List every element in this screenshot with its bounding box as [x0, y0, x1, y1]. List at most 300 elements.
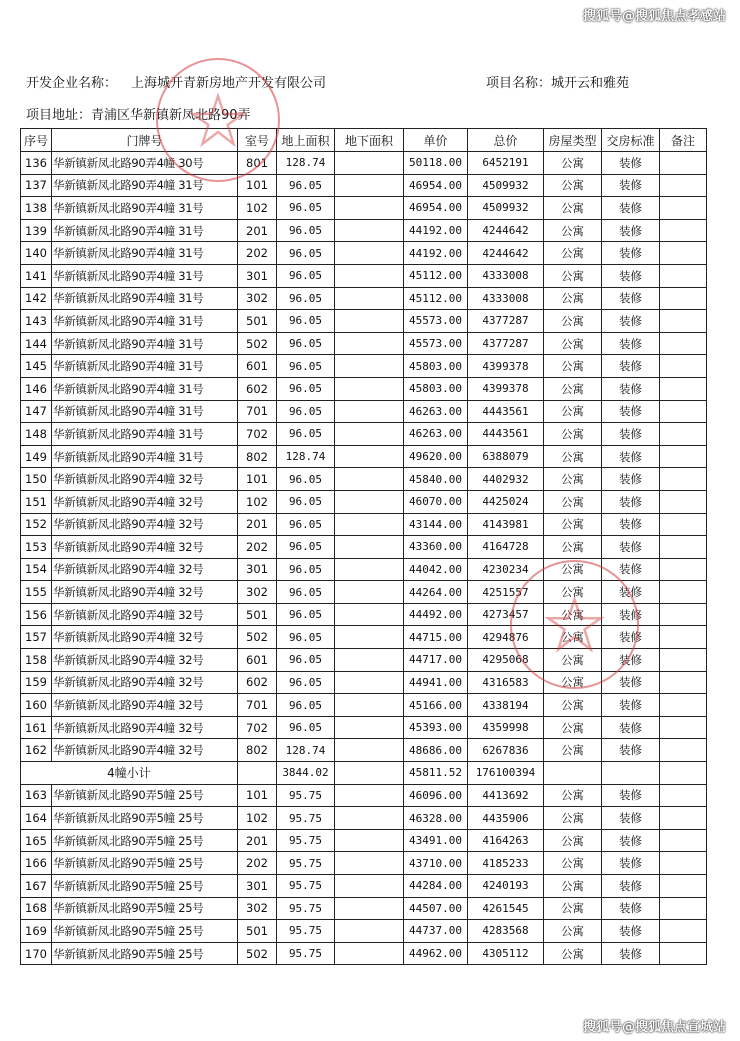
remarks-cell: [660, 400, 707, 423]
property-type-cell: 公寓: [544, 287, 602, 310]
property-type-cell: 公寓: [544, 807, 602, 830]
unit-address-cell: 华新镇新凤北路90弄5幢 25号: [52, 942, 238, 965]
total-price-cell: 6452191: [468, 152, 544, 175]
address-line: [26, 104, 251, 123]
property-type-cell: 公寓: [544, 513, 602, 536]
delivery-standard-cell: 装修: [602, 942, 660, 965]
developer-line: [26, 72, 326, 91]
unit-price-cell: 45840.00: [404, 468, 468, 491]
above-ground-area-cell: 95.75: [277, 852, 335, 875]
table-row: [21, 310, 707, 333]
property-type-cell: 公寓: [544, 355, 602, 378]
delivery-standard-cell: 装修: [602, 536, 660, 559]
property-type-cell: 公寓: [544, 310, 602, 333]
room-number-cell: 501: [238, 310, 277, 333]
delivery-standard-cell: 装修: [602, 197, 660, 220]
above-ground-area-cell: 96.05: [277, 716, 335, 739]
subtotal-empty: [602, 762, 660, 785]
above-ground-area-cell: 96.05: [277, 694, 335, 717]
unit-address-cell: 华新镇新凤北路90弄4幢 31号: [52, 197, 238, 220]
unit-address-cell: 华新镇新凤北路90弄4幢 31号: [52, 264, 238, 287]
table-row: [21, 513, 707, 536]
project-label: 项目名称：: [486, 76, 552, 91]
property-type-cell: 公寓: [544, 377, 602, 400]
remarks-cell: [660, 445, 707, 468]
total-price-cell: 4316583: [468, 671, 544, 694]
total-price-cell: 4305112: [468, 942, 544, 965]
row-index-cell: 154: [21, 558, 52, 581]
row-index-cell: 160: [21, 694, 52, 717]
room-number-cell: 501: [238, 603, 277, 626]
property-type-cell: 公寓: [544, 490, 602, 513]
delivery-standard-cell: 装修: [602, 219, 660, 242]
above-ground-area-cell: 96.05: [277, 355, 335, 378]
remarks-cell: [660, 897, 707, 920]
remarks-cell: [660, 332, 707, 355]
unit-address-cell: 华新镇新凤北路90弄4幢 31号: [52, 445, 238, 468]
remarks-cell: [660, 784, 707, 807]
above-ground-area-cell: 96.05: [277, 626, 335, 649]
table-row: [21, 897, 707, 920]
total-price-cell: 4435906: [468, 807, 544, 830]
watermark-bottom: 搜狐号@搜狐焦点宣城站: [582, 1020, 726, 1035]
row-index-cell: 156: [21, 603, 52, 626]
unit-price-cell: 44042.00: [404, 558, 468, 581]
delivery-standard-cell: 装修: [602, 423, 660, 446]
above-ground-area-cell: 128.74: [277, 152, 335, 175]
remarks-cell: [660, 310, 707, 333]
col-header: 室号: [238, 129, 277, 152]
watermark-top: 搜狐号@搜狐焦点孝感站: [582, 9, 726, 24]
property-type-cell: 公寓: [544, 784, 602, 807]
delivery-standard-cell: 装修: [602, 920, 660, 943]
above-ground-area-cell: 95.75: [277, 942, 335, 965]
below-ground-area-cell: [335, 807, 404, 830]
unit-price-cell: 45393.00: [404, 716, 468, 739]
subtotal-label: 4幢小计: [21, 762, 238, 785]
unit-price-cell: 45573.00: [404, 310, 468, 333]
above-ground-area-cell: 96.05: [277, 377, 335, 400]
property-type-cell: 公寓: [544, 716, 602, 739]
room-number-cell: 102: [238, 807, 277, 830]
room-number-cell: 702: [238, 716, 277, 739]
table-row: [21, 829, 707, 852]
table-row: [21, 603, 707, 626]
remarks-cell: [660, 219, 707, 242]
row-index-cell: 146: [21, 377, 52, 400]
table-row: [21, 468, 707, 491]
remarks-cell: [660, 197, 707, 220]
property-type-cell: 公寓: [544, 581, 602, 604]
row-index-cell: 170: [21, 942, 52, 965]
total-price-cell: 4377287: [468, 332, 544, 355]
unit-address-cell: 华新镇新凤北路90弄4幢 31号: [52, 377, 238, 400]
subtotal-avg-price: 45811.52: [404, 762, 468, 785]
total-price-cell: 4143981: [468, 513, 544, 536]
delivery-standard-cell: 装修: [602, 400, 660, 423]
room-number-cell: 301: [238, 264, 277, 287]
below-ground-area-cell: [335, 784, 404, 807]
above-ground-area-cell: 96.05: [277, 581, 335, 604]
total-price-cell: 4230234: [468, 558, 544, 581]
table-header-row: [21, 129, 707, 152]
table-row: [21, 807, 707, 830]
above-ground-area-cell: 96.05: [277, 649, 335, 672]
address-label: 项目地址：: [26, 108, 92, 123]
unit-price-cell: 45573.00: [404, 332, 468, 355]
table-row: [21, 784, 707, 807]
col-header: 门牌号: [52, 129, 238, 152]
total-price-cell: 4425024: [468, 490, 544, 513]
unit-price-cell: 44284.00: [404, 875, 468, 898]
unit-address-cell: 华新镇新凤北路90弄4幢 32号: [52, 649, 238, 672]
remarks-cell: [660, 603, 707, 626]
unit-address-cell: 华新镇新凤北路90弄4幢 31号: [52, 423, 238, 446]
above-ground-area-cell: 96.05: [277, 671, 335, 694]
delivery-standard-cell: 装修: [602, 287, 660, 310]
unit-price-cell: 50118.00: [404, 152, 468, 175]
total-price-cell: 4240193: [468, 875, 544, 898]
below-ground-area-cell: [335, 716, 404, 739]
table-row: [21, 875, 707, 898]
total-price-cell: 4333008: [468, 287, 544, 310]
room-number-cell: 602: [238, 377, 277, 400]
room-number-cell: 602: [238, 671, 277, 694]
unit-address-cell: 华新镇新凤北路90弄4幢 31号: [52, 219, 238, 242]
unit-address-cell: 华新镇新凤北路90弄5幢 25号: [52, 829, 238, 852]
subtotal-empty: [335, 762, 404, 785]
unit-address-cell: 华新镇新凤北路90弄4幢 31号: [52, 400, 238, 423]
below-ground-area-cell: [335, 423, 404, 446]
above-ground-area-cell: 128.74: [277, 739, 335, 762]
property-type-cell: 公寓: [544, 423, 602, 446]
above-ground-area-cell: 96.05: [277, 513, 335, 536]
below-ground-area-cell: [335, 649, 404, 672]
col-header: 交房标准: [602, 129, 660, 152]
table-row: [21, 626, 707, 649]
delivery-standard-cell: 装修: [602, 264, 660, 287]
row-index-cell: 159: [21, 671, 52, 694]
row-index-cell: 167: [21, 875, 52, 898]
delivery-standard-cell: 装修: [602, 875, 660, 898]
below-ground-area-cell: [335, 603, 404, 626]
below-ground-area-cell: [335, 152, 404, 175]
subtotal-empty: [544, 762, 602, 785]
row-index-cell: 144: [21, 332, 52, 355]
unit-address-cell: 华新镇新凤北路90弄4幢 32号: [52, 739, 238, 762]
row-index-cell: 151: [21, 490, 52, 513]
col-header: 单价: [404, 129, 468, 152]
below-ground-area-cell: [335, 400, 404, 423]
delivery-standard-cell: 装修: [602, 694, 660, 717]
property-type-cell: 公寓: [544, 603, 602, 626]
total-price-cell: 4359998: [468, 716, 544, 739]
unit-address-cell: 华新镇新凤北路90弄4幢 32号: [52, 558, 238, 581]
above-ground-area-cell: 95.75: [277, 829, 335, 852]
total-price-cell: 4244642: [468, 242, 544, 265]
below-ground-area-cell: [335, 242, 404, 265]
remarks-cell: [660, 875, 707, 898]
developer-label: 开发企业名称：: [26, 76, 118, 91]
unit-address-cell: 华新镇新凤北路90弄4幢 32号: [52, 536, 238, 559]
total-price-cell: 4273457: [468, 603, 544, 626]
delivery-standard-cell: 装修: [602, 649, 660, 672]
total-price-cell: 4283568: [468, 920, 544, 943]
unit-address-cell: 华新镇新凤北路90弄4幢 31号: [52, 310, 238, 333]
delivery-standard-cell: 装修: [602, 310, 660, 333]
unit-address-cell: 华新镇新凤北路90弄4幢 32号: [52, 603, 238, 626]
total-price-cell: 4244642: [468, 219, 544, 242]
row-index-cell: 149: [21, 445, 52, 468]
unit-price-cell: 43360.00: [404, 536, 468, 559]
unit-price-cell: 45803.00: [404, 377, 468, 400]
total-price-cell: 4261545: [468, 897, 544, 920]
unit-address-cell: 华新镇新凤北路90弄4幢 32号: [52, 513, 238, 536]
unit-price-cell: 46954.00: [404, 197, 468, 220]
above-ground-area-cell: 95.75: [277, 807, 335, 830]
property-type-cell: 公寓: [544, 626, 602, 649]
unit-address-cell: 华新镇新凤北路90弄4幢 32号: [52, 581, 238, 604]
table-row: [21, 197, 707, 220]
property-type-cell: 公寓: [544, 671, 602, 694]
table-row: [21, 400, 707, 423]
delivery-standard-cell: 装修: [602, 784, 660, 807]
subtotal-empty: [238, 762, 277, 785]
remarks-cell: [660, 807, 707, 830]
table-row: [21, 287, 707, 310]
delivery-standard-cell: 装修: [602, 626, 660, 649]
below-ground-area-cell: [335, 875, 404, 898]
unit-address-cell: 华新镇新凤北路90弄4幢 32号: [52, 468, 238, 491]
unit-address-cell: 华新镇新凤北路90弄4幢 31号: [52, 355, 238, 378]
subtotal-total: 176100394: [468, 762, 544, 785]
property-type-cell: 公寓: [544, 942, 602, 965]
unit-price-cell: 45166.00: [404, 694, 468, 717]
project-name: 城开云和雅苑: [551, 76, 630, 91]
col-header: 地上面积: [277, 129, 335, 152]
project-address: 青浦区华新镇新凤北路90弄: [91, 108, 251, 123]
table-body-bldg4: [21, 152, 707, 762]
row-index-cell: 165: [21, 829, 52, 852]
total-price-cell: 4164728: [468, 536, 544, 559]
below-ground-area-cell: [335, 536, 404, 559]
table-row: [21, 536, 707, 559]
unit-price-cell: 45112.00: [404, 287, 468, 310]
property-type-cell: 公寓: [544, 558, 602, 581]
total-price-cell: 4443561: [468, 423, 544, 446]
developer-name: 上海城开青新房地产开发有限公司: [131, 76, 327, 91]
room-number-cell: 502: [238, 332, 277, 355]
unit-price-cell: 44962.00: [404, 942, 468, 965]
table-row: [21, 423, 707, 446]
delivery-standard-cell: 装修: [602, 716, 660, 739]
below-ground-area-cell: [335, 197, 404, 220]
table-row: [21, 355, 707, 378]
room-number-cell: 702: [238, 423, 277, 446]
delivery-standard-cell: 装修: [602, 558, 660, 581]
table-row: [21, 242, 707, 265]
remarks-cell: [660, 671, 707, 694]
row-index-cell: 166: [21, 852, 52, 875]
total-price-cell: 4443561: [468, 400, 544, 423]
property-type-cell: 公寓: [544, 875, 602, 898]
below-ground-area-cell: [335, 355, 404, 378]
below-ground-area-cell: [335, 490, 404, 513]
delivery-standard-cell: 装修: [602, 671, 660, 694]
row-index-cell: 142: [21, 287, 52, 310]
delivery-standard-cell: 装修: [602, 468, 660, 491]
below-ground-area-cell: [335, 897, 404, 920]
room-number-cell: 502: [238, 626, 277, 649]
unit-price-cell: 48686.00: [404, 739, 468, 762]
table-row: [21, 445, 707, 468]
unit-address-cell: 华新镇新凤北路90弄5幢 25号: [52, 807, 238, 830]
total-price-cell: 4399378: [468, 355, 544, 378]
below-ground-area-cell: [335, 377, 404, 400]
property-type-cell: 公寓: [544, 219, 602, 242]
delivery-standard-cell: 装修: [602, 852, 660, 875]
table-row: [21, 852, 707, 875]
room-number-cell: 102: [238, 197, 277, 220]
total-price-cell: 4185233: [468, 852, 544, 875]
unit-address-cell: 华新镇新凤北路90弄4幢 31号: [52, 287, 238, 310]
unit-price-cell: 46096.00: [404, 784, 468, 807]
above-ground-area-cell: 95.75: [277, 920, 335, 943]
col-header: 总价: [468, 129, 544, 152]
above-ground-area-cell: 96.05: [277, 423, 335, 446]
row-index-cell: 152: [21, 513, 52, 536]
unit-price-cell: 44492.00: [404, 603, 468, 626]
unit-price-cell: 46263.00: [404, 423, 468, 446]
room-number-cell: 301: [238, 875, 277, 898]
remarks-cell: [660, 920, 707, 943]
above-ground-area-cell: 96.05: [277, 197, 335, 220]
delivery-standard-cell: 装修: [602, 581, 660, 604]
above-ground-area-cell: 95.75: [277, 875, 335, 898]
unit-address-cell: 华新镇新凤北路90弄4幢 32号: [52, 716, 238, 739]
unit-price-cell: 45803.00: [404, 355, 468, 378]
above-ground-area-cell: 96.05: [277, 310, 335, 333]
project-line: [486, 72, 629, 91]
row-index-cell: 169: [21, 920, 52, 943]
total-price-cell: 4509932: [468, 174, 544, 197]
remarks-cell: [660, 716, 707, 739]
unit-price-cell: 44507.00: [404, 897, 468, 920]
property-type-cell: 公寓: [544, 649, 602, 672]
unit-price-cell: 46954.00: [404, 174, 468, 197]
property-type-cell: 公寓: [544, 739, 602, 762]
table-row: [21, 174, 707, 197]
table-row: [21, 558, 707, 581]
table-row: [21, 219, 707, 242]
remarks-cell: [660, 490, 707, 513]
property-type-cell: 公寓: [544, 174, 602, 197]
row-index-cell: 137: [21, 174, 52, 197]
below-ground-area-cell: [335, 558, 404, 581]
below-ground-area-cell: [335, 468, 404, 491]
below-ground-area-cell: [335, 671, 404, 694]
room-number-cell: 301: [238, 558, 277, 581]
total-price-cell: 6388079: [468, 445, 544, 468]
col-header: 序号: [21, 129, 52, 152]
property-type-cell: 公寓: [544, 400, 602, 423]
table-row: [21, 152, 707, 175]
total-price-cell: 4338194: [468, 694, 544, 717]
above-ground-area-cell: 96.05: [277, 332, 335, 355]
room-number-cell: 201: [238, 219, 277, 242]
room-number-cell: 101: [238, 784, 277, 807]
unit-price-cell: 49620.00: [404, 445, 468, 468]
remarks-cell: [660, 942, 707, 965]
total-price-cell: 6267836: [468, 739, 544, 762]
above-ground-area-cell: 128.74: [277, 445, 335, 468]
room-number-cell: 802: [238, 445, 277, 468]
unit-price-cell: 46263.00: [404, 400, 468, 423]
unit-address-cell: 华新镇新凤北路90弄4幢 31号: [52, 174, 238, 197]
unit-address-cell: 华新镇新凤北路90弄5幢 25号: [52, 875, 238, 898]
row-index-cell: 162: [21, 739, 52, 762]
table-row: [21, 739, 707, 762]
above-ground-area-cell: 96.05: [277, 558, 335, 581]
delivery-standard-cell: 装修: [602, 445, 660, 468]
total-price-cell: 4377287: [468, 310, 544, 333]
remarks-cell: [660, 377, 707, 400]
remarks-cell: [660, 242, 707, 265]
room-number-cell: 201: [238, 513, 277, 536]
delivery-standard-cell: 装修: [602, 242, 660, 265]
unit-price-cell: 43491.00: [404, 829, 468, 852]
table-body-bldg5: [21, 784, 707, 965]
below-ground-area-cell: [335, 445, 404, 468]
below-ground-area-cell: [335, 942, 404, 965]
unit-price-cell: 46328.00: [404, 807, 468, 830]
unit-address-cell: 华新镇新凤北路90弄4幢 31号: [52, 242, 238, 265]
above-ground-area-cell: 95.75: [277, 897, 335, 920]
table-row: [21, 942, 707, 965]
remarks-cell: [660, 423, 707, 446]
row-index-cell: 163: [21, 784, 52, 807]
remarks-cell: [660, 626, 707, 649]
room-number-cell: 601: [238, 355, 277, 378]
above-ground-area-cell: 96.05: [277, 242, 335, 265]
remarks-cell: [660, 264, 707, 287]
unit-address-cell: 华新镇新凤北路90弄4幢 32号: [52, 694, 238, 717]
property-type-cell: 公寓: [544, 920, 602, 943]
property-type-cell: 公寓: [544, 197, 602, 220]
unit-price-cell: 44737.00: [404, 920, 468, 943]
remarks-cell: [660, 355, 707, 378]
delivery-standard-cell: 装修: [602, 829, 660, 852]
below-ground-area-cell: [335, 332, 404, 355]
col-header: 备注: [660, 129, 707, 152]
subtotal-area: 3844.02: [277, 762, 335, 785]
unit-price-cell: 44715.00: [404, 626, 468, 649]
row-index-cell: 157: [21, 626, 52, 649]
unit-price-cell: 45112.00: [404, 264, 468, 287]
room-number-cell: 202: [238, 852, 277, 875]
row-index-cell: 168: [21, 897, 52, 920]
unit-address-cell: 华新镇新凤北路90弄4幢 32号: [52, 490, 238, 513]
delivery-standard-cell: 装修: [602, 603, 660, 626]
below-ground-area-cell: [335, 219, 404, 242]
table-row: [21, 377, 707, 400]
row-index-cell: 147: [21, 400, 52, 423]
table-row: [21, 264, 707, 287]
row-index-cell: 150: [21, 468, 52, 491]
below-ground-area-cell: [335, 310, 404, 333]
remarks-cell: [660, 581, 707, 604]
delivery-standard-cell: 装修: [602, 174, 660, 197]
